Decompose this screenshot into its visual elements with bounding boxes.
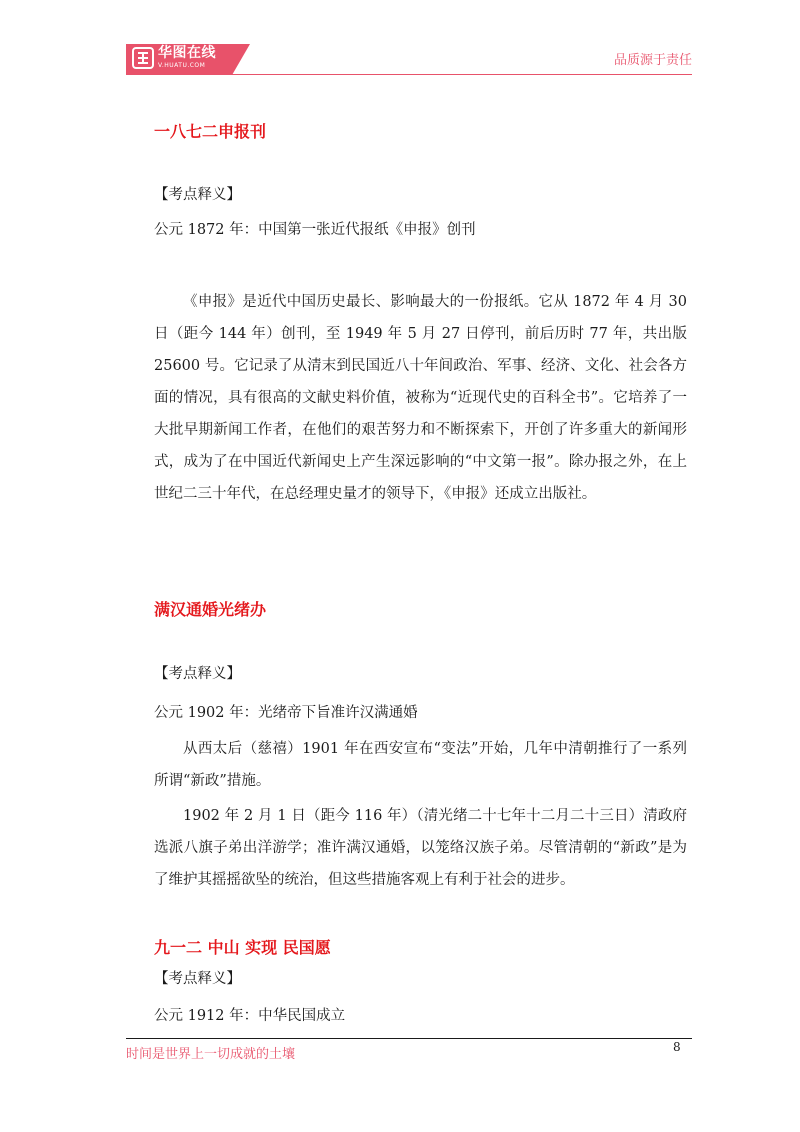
- section-label: 【考点释义】: [154, 971, 241, 987]
- section-label: 【考点释义】: [154, 666, 241, 682]
- header-slogan: 品质源于责任: [613, 53, 692, 68]
- section-title: 九一二 中山 实现 民国愿: [154, 938, 331, 957]
- section-subtitle: 公元 1872 年：中国第一张近代报纸《申报》创刊: [154, 222, 476, 238]
- section-subtitle: 公元 1902 年：光绪帝下旨准许汉满通婚: [154, 705, 418, 721]
- section-paragraph: 从西太后（慈禧）1901 年在西安宣布“变法”开始，几年中清朝推行了一系列所谓“新政”措施。: [154, 741, 687, 789]
- footer-motto: 时间是世界上一切成就的土壤: [126, 1047, 296, 1062]
- section-paragraph: 《申报》是近代中国历史最长、影响最大的一份报纸。它从 1872 年 4 月 30 日（距今 144 年）创刊，至 1949 年 5 月 27 日停刊，前后历时 77 年，共出版 25600 号。它记录了从清末到民国近八十年间政治、军事、经济、文化、社会各方面的情况，具有很高的文献史料价值，被称为“近现代史的百科全书”。它培养了一大批早期新闻工作者，在他们的艰苦努力和不断探索下，开创了许多重大的新闻形式，成为了在中国近代新闻史上产生深远影响的“中文第一报”。除办报之外，在上世纪二三十年代，在总经理史量才的领导下，《申报》还成立出版社。: [154, 294, 687, 502]
- section-subtitle: 公元 1912 年：中华民国成立: [154, 1008, 346, 1024]
- page-header: [0, 0, 800, 82]
- huatu-logo-icon: [132, 47, 154, 69]
- section-label: 【考点释义】: [154, 187, 241, 203]
- page-number: 8: [673, 1040, 681, 1054]
- section-title: 一八七二申报刊: [154, 122, 267, 141]
- header-divider: [126, 74, 692, 75]
- logo-url: V.HUATU.COM: [158, 62, 206, 69]
- section-paragraph: 1902 年 2 月 1 日（距今 116 年）（清光绪二十七年十二月二十三日）清政府选派八旗子弟出洋游学；准许满汉通婚，以笼络汉族子弟。尽管清朝的“新政”是为了维护其摇摇欲坠的统治，但这些措施客观上有利于社会的进步。: [154, 808, 687, 888]
- logo-name: 华图在线: [158, 45, 216, 61]
- footer-divider: [126, 1038, 692, 1039]
- section-title: 满汉通婚光绪办: [154, 600, 267, 619]
